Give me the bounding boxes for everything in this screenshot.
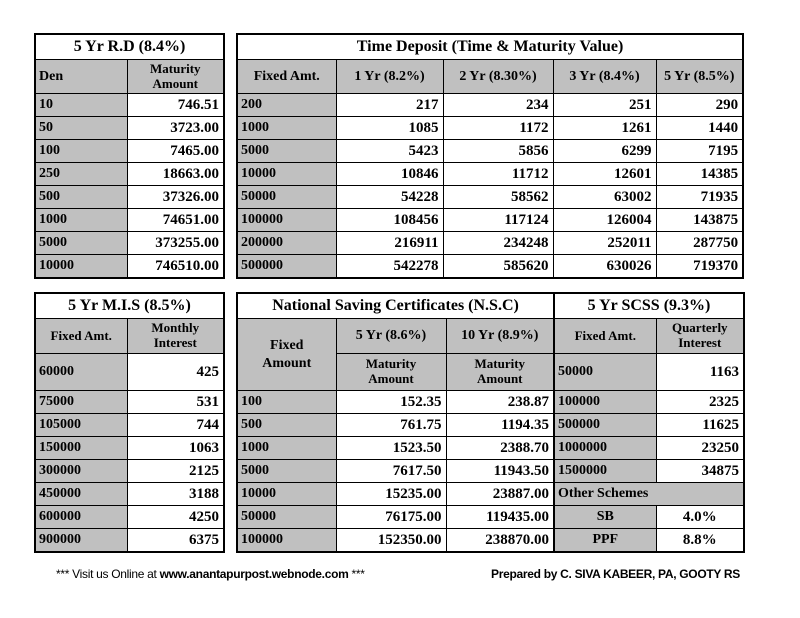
row-value-cell: 373255.00 <box>127 232 224 255</box>
row-value-cell: 8.8% <box>656 529 744 553</box>
row-label-cell: 150000 <box>35 437 127 460</box>
nsc-title: National Saving Certificates (N.S.C) <box>237 293 554 319</box>
row-label-cell: 100000 <box>554 391 656 414</box>
row-label-cell: 50000 <box>237 506 336 529</box>
row-label-cell: 1000 <box>237 437 336 460</box>
footer-prepared-by: Prepared by C. SIVA KABEER, PA, GOOTY RS <box>491 567 740 581</box>
row-value-cell: 2325 <box>656 391 744 414</box>
nsc-table <box>236 292 555 553</box>
row-value-cell: 2125 <box>127 460 224 483</box>
row-label-cell: 200 <box>237 94 336 117</box>
row-value-cell: 11712 <box>443 163 553 186</box>
row-value-cell: 1172 <box>443 117 553 140</box>
row-label-cell: 105000 <box>35 414 127 437</box>
td-col-header-fixed-amt: Fixed Amt. <box>237 60 336 94</box>
row-value-cell: 7465.00 <box>127 140 224 163</box>
mis-title: 5 Yr M.I.S (8.5%) <box>35 293 224 319</box>
row-value-cell: 238.87 <box>446 391 554 414</box>
table-row <box>237 140 743 163</box>
table-row <box>554 354 744 391</box>
table-row <box>237 163 743 186</box>
scss-title-row <box>554 293 744 319</box>
row-value-cell: 1085 <box>336 117 443 140</box>
rd-header-row <box>35 60 224 94</box>
row-value-cell: 217 <box>336 94 443 117</box>
row-value-cell: 117124 <box>443 209 553 232</box>
row-label-cell: PPF <box>554 529 656 553</box>
row-value-cell: 4.0% <box>656 506 744 529</box>
row-value-cell: 152350.00 <box>336 529 446 553</box>
scss-col-header-quarterly-interest: Quarterly Interest <box>656 319 744 354</box>
row-value-cell: 5856 <box>443 140 553 163</box>
bottom-section <box>34 292 800 553</box>
row-label-cell: 50000 <box>237 186 336 209</box>
row-value-cell: 11625 <box>656 414 744 437</box>
table-row <box>35 483 224 506</box>
table-row <box>237 414 554 437</box>
row-value-cell: 761.75 <box>336 414 446 437</box>
row-value-cell: 23887.00 <box>446 483 554 506</box>
table-row <box>35 186 224 209</box>
row-value-cell: 1063 <box>127 437 224 460</box>
mis-col-header-monthly-interest: Monthly Interest <box>127 319 224 354</box>
row-label-cell: 100000 <box>237 209 336 232</box>
row-value-cell: 7195 <box>656 140 743 163</box>
table-row <box>35 414 224 437</box>
rd-col-header-den: Den <box>35 60 127 94</box>
nsc-table-body <box>237 391 554 553</box>
table-row <box>35 117 224 140</box>
table-row <box>554 529 744 553</box>
row-value-cell: 34875 <box>656 460 744 483</box>
time-deposit-header-row <box>237 60 743 94</box>
row-value-cell: 4250 <box>127 506 224 529</box>
row-value-cell: 63002 <box>553 186 656 209</box>
table-row <box>237 437 554 460</box>
row-label-cell: 10 <box>35 94 127 117</box>
td-col-header-2yr: 2 Yr (8.30%) <box>443 60 553 94</box>
nsc-subheader-maturity-5yr: Maturity Amount <box>336 354 446 391</box>
table-row <box>554 414 744 437</box>
scss-header-row <box>554 319 744 354</box>
mis-header-row <box>35 319 224 354</box>
row-value-cell: 74651.00 <box>127 209 224 232</box>
row-label-cell: 250 <box>35 163 127 186</box>
row-label-cell: 600000 <box>35 506 127 529</box>
nsc-header-row <box>237 319 554 354</box>
other-schemes-title: Other Schemes <box>554 483 744 506</box>
rd-title: 5 Yr R.D (8.4%) <box>35 34 224 60</box>
row-value-cell: 6375 <box>127 529 224 553</box>
row-label-cell: 10000 <box>237 163 336 186</box>
row-label-cell: 1000 <box>35 209 127 232</box>
table-row <box>554 437 744 460</box>
row-label-cell: 500 <box>35 186 127 209</box>
row-label-cell: 10000 <box>237 483 336 506</box>
row-value-cell: 18663.00 <box>127 163 224 186</box>
row-value-cell: 234 <box>443 94 553 117</box>
row-value-cell: 7617.50 <box>336 460 446 483</box>
row-value-cell: 143875 <box>656 209 743 232</box>
row-label-cell: SB <box>554 506 656 529</box>
row-value-cell: 252011 <box>553 232 656 255</box>
table-row <box>35 94 224 117</box>
row-label-cell: 50000 <box>554 354 656 391</box>
row-value-cell: 10846 <box>336 163 443 186</box>
row-value-cell: 126004 <box>553 209 656 232</box>
table-row <box>554 460 744 483</box>
table-row <box>237 232 743 255</box>
rd-table <box>34 33 225 279</box>
row-label-cell: 500000 <box>237 255 336 279</box>
row-value-cell: 76175.00 <box>336 506 446 529</box>
row-value-cell: 585620 <box>443 255 553 279</box>
table-row <box>35 437 224 460</box>
row-label-cell: 500 <box>237 414 336 437</box>
td-col-header-5yr: 5 Yr (8.5%) <box>656 60 743 94</box>
table-row <box>35 529 224 553</box>
row-label-cell: 5000 <box>237 460 336 483</box>
table-row <box>237 186 743 209</box>
mis-table <box>34 292 225 553</box>
row-value-cell: 3723.00 <box>127 117 224 140</box>
row-label-cell: 300000 <box>35 460 127 483</box>
time-deposit-table <box>236 33 744 279</box>
scss-table-body <box>554 391 744 483</box>
row-value-cell: 108456 <box>336 209 443 232</box>
rd-title-row <box>35 34 224 60</box>
table-row <box>554 391 744 414</box>
scss-table <box>553 292 745 553</box>
row-value-cell: 1194.35 <box>446 414 554 437</box>
row-value-cell: 6299 <box>553 140 656 163</box>
table-row <box>237 94 743 117</box>
nsc-corner-header: Fixed Amount <box>237 319 336 391</box>
mis-table-body <box>35 391 224 553</box>
other-schemes-title-body <box>554 483 744 506</box>
row-value-cell: 746510.00 <box>127 255 224 279</box>
scss-first-row-body <box>554 354 744 391</box>
row-label-cell: 200000 <box>237 232 336 255</box>
table-row <box>237 529 554 553</box>
row-value-cell: 15235.00 <box>336 483 446 506</box>
row-value-cell: 531 <box>127 391 224 414</box>
section-gap <box>34 279 800 292</box>
table-row <box>237 209 743 232</box>
mis-title-row <box>35 293 224 319</box>
row-value-cell: 287750 <box>656 232 743 255</box>
mis-col-header-fixed-amt: Fixed Amt. <box>35 319 127 354</box>
rd-table-body <box>35 94 224 279</box>
table-row <box>237 460 554 483</box>
row-value-cell: 746.51 <box>127 94 224 117</box>
footer-left-prefix: *** Visit us Online at <box>56 567 160 581</box>
row-label-cell: 60000 <box>35 354 127 391</box>
nsc-col-header-10yr: 10 Yr (8.9%) <box>446 319 554 354</box>
row-value-cell: 1163 <box>656 354 744 391</box>
scss-col-header-fixed-amt: Fixed Amt. <box>554 319 656 354</box>
row-label-cell: 450000 <box>35 483 127 506</box>
table-row <box>237 391 554 414</box>
scss-title: 5 Yr SCSS (9.3%) <box>554 293 744 319</box>
table-row <box>35 354 224 391</box>
row-value-cell: 1440 <box>656 117 743 140</box>
table-row <box>554 506 744 529</box>
footer-left-suffix: *** <box>348 567 365 581</box>
table-row <box>35 255 224 279</box>
other-schemes-title-row <box>554 483 744 506</box>
row-label-cell: 100000 <box>237 529 336 553</box>
row-label-cell: 50 <box>35 117 127 140</box>
row-label-cell: 5000 <box>35 232 127 255</box>
footer-visit-text <box>56 567 365 581</box>
row-value-cell: 630026 <box>553 255 656 279</box>
row-value-cell: 3188 <box>127 483 224 506</box>
mis-first-row-body <box>35 354 224 391</box>
other-schemes-body <box>554 506 744 553</box>
row-value-cell: 1261 <box>553 117 656 140</box>
row-value-cell: 216911 <box>336 232 443 255</box>
row-value-cell: 119435.00 <box>446 506 554 529</box>
row-value-cell: 14385 <box>656 163 743 186</box>
row-value-cell: 238870.00 <box>446 529 554 553</box>
nsc-title-row <box>237 293 554 319</box>
td-col-header-1yr: 1 Yr (8.2%) <box>336 60 443 94</box>
rd-col-header-maturity: Maturity Amount <box>127 60 224 94</box>
table-row <box>237 483 554 506</box>
table-row <box>237 506 554 529</box>
row-label-cell: 100 <box>237 391 336 414</box>
row-value-cell: 11943.50 <box>446 460 554 483</box>
row-label-cell: 100 <box>35 140 127 163</box>
table-row <box>35 209 224 232</box>
footer <box>34 567 740 581</box>
table-row <box>35 460 224 483</box>
row-value-cell: 425 <box>127 354 224 391</box>
table-row <box>35 140 224 163</box>
row-label-cell: 75000 <box>35 391 127 414</box>
time-deposit-title: Time Deposit (Time & Maturity Value) <box>237 34 743 60</box>
table-row <box>35 232 224 255</box>
row-value-cell: 251 <box>553 94 656 117</box>
row-label-cell: 1000000 <box>554 437 656 460</box>
time-deposit-table-body <box>237 94 743 279</box>
row-value-cell: 5423 <box>336 140 443 163</box>
nsc-col-header-5yr: 5 Yr (8.6%) <box>336 319 446 354</box>
td-col-header-3yr: 3 Yr (8.4%) <box>553 60 656 94</box>
row-label-cell: 10000 <box>35 255 127 279</box>
row-value-cell: 152.35 <box>336 391 446 414</box>
row-value-cell: 37326.00 <box>127 186 224 209</box>
table-row <box>35 506 224 529</box>
row-value-cell: 12601 <box>553 163 656 186</box>
row-value-cell: 23250 <box>656 437 744 460</box>
row-value-cell: 71935 <box>656 186 743 209</box>
top-section <box>34 33 800 279</box>
row-value-cell: 744 <box>127 414 224 437</box>
row-value-cell: 1523.50 <box>336 437 446 460</box>
row-label-cell: 500000 <box>554 414 656 437</box>
row-label-cell: 5000 <box>237 140 336 163</box>
row-value-cell: 58562 <box>443 186 553 209</box>
table-row <box>35 163 224 186</box>
row-label-cell: 1500000 <box>554 460 656 483</box>
row-label-cell: 900000 <box>35 529 127 553</box>
row-value-cell: 542278 <box>336 255 443 279</box>
table-row <box>35 391 224 414</box>
row-value-cell: 719370 <box>656 255 743 279</box>
table-row <box>237 117 743 140</box>
footer-website-url: www.anantapurpost.webnode.com <box>159 567 349 581</box>
row-value-cell: 290 <box>656 94 743 117</box>
row-value-cell: 54228 <box>336 186 443 209</box>
row-value-cell: 2388.70 <box>446 437 554 460</box>
nsc-subheader-maturity-10yr: Maturity Amount <box>446 354 554 391</box>
row-value-cell: 234248 <box>443 232 553 255</box>
table-row <box>237 255 743 279</box>
time-deposit-title-row <box>237 34 743 60</box>
row-label-cell: 1000 <box>237 117 336 140</box>
